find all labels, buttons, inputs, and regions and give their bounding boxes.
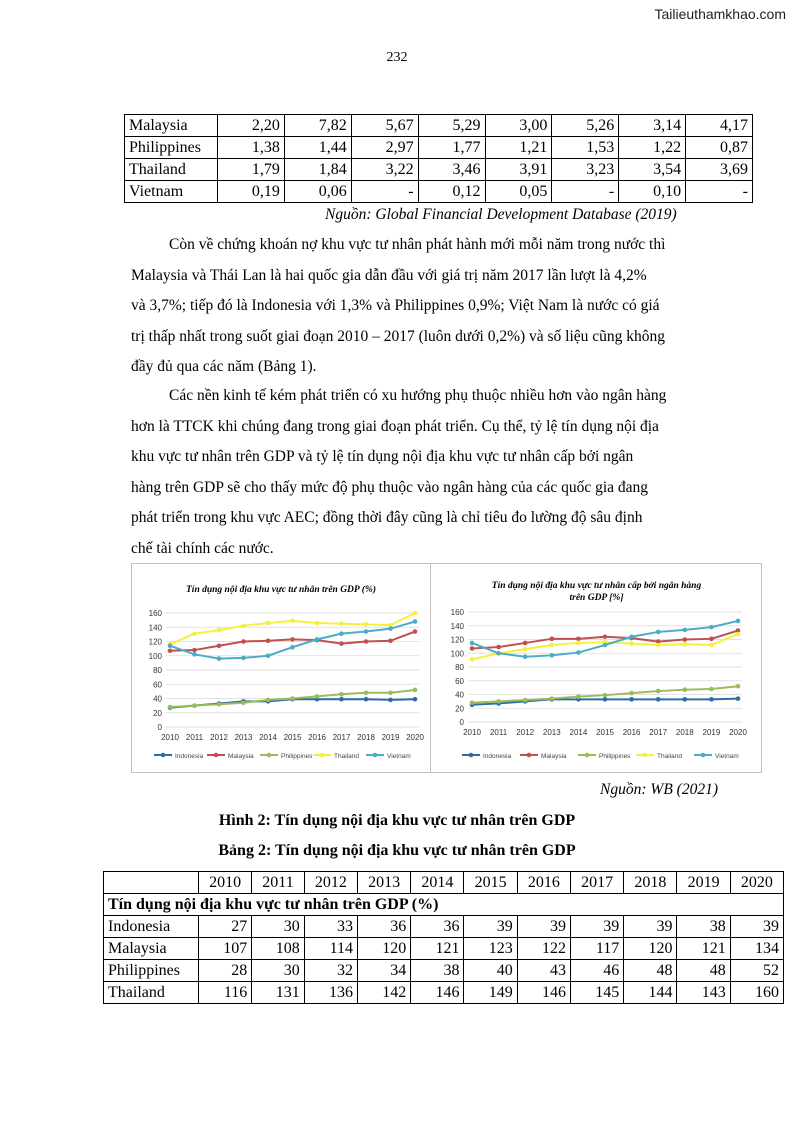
data-point: [217, 643, 222, 648]
data-point: [709, 687, 714, 692]
data-point: [709, 643, 714, 648]
year-header: 2018: [624, 872, 677, 894]
legend-label: Thailand: [657, 753, 682, 760]
legend-marker: [373, 753, 378, 758]
table-row: [125, 181, 753, 203]
legend-marker: [214, 753, 219, 758]
table-cell: 36: [357, 916, 410, 938]
x-tick-label: 2011: [489, 728, 508, 737]
data-point: [217, 628, 222, 633]
x-tick-label: 2010: [463, 728, 481, 737]
data-point: [736, 619, 741, 624]
y-tick-label: 0: [459, 718, 464, 727]
table-cell: 107: [199, 938, 252, 960]
section-title: Tín dụng nội địa khu vực tư nhân trên GDP (%): [104, 894, 784, 916]
data-point: [266, 638, 271, 643]
table-cell: 131: [252, 982, 304, 1004]
year-header: 2016: [517, 872, 570, 894]
data-point: [629, 691, 634, 696]
data-point: [736, 696, 741, 701]
x-tick-label: 2014: [569, 728, 588, 737]
table-cell: 0,05: [485, 181, 552, 203]
table-cell: 146: [517, 982, 570, 1004]
data-point: [629, 641, 634, 646]
y-tick-label: 40: [455, 690, 464, 700]
table-cell: 0,06: [284, 181, 351, 203]
table-cell: 142: [357, 982, 410, 1004]
data-point: [656, 689, 661, 694]
year-header: 2012: [304, 872, 357, 894]
y-tick-label: 160: [450, 608, 464, 617]
x-tick-label: 2012: [516, 728, 535, 737]
table-cell: 1,22: [619, 137, 686, 159]
data-point: [315, 637, 320, 642]
data-point: [523, 641, 528, 646]
x-tick-label: 2011: [185, 733, 204, 742]
table-cell: 32: [304, 960, 357, 982]
table-cell: 3,91: [485, 159, 552, 181]
country-name: Philippines: [125, 137, 218, 159]
table-row: [104, 960, 784, 982]
x-tick-label: 2018: [357, 733, 375, 742]
table-1-source: Nguồn: Global Financial Development Database (2019): [325, 206, 677, 223]
year-header: 2017: [570, 872, 623, 894]
table-cell: 121: [411, 938, 464, 960]
data-point: [709, 625, 714, 630]
table-cell: 1,79: [218, 159, 285, 181]
data-point: [576, 641, 581, 646]
chart-right-title: [432, 580, 761, 604]
data-point: [683, 637, 688, 642]
data-point: [603, 643, 608, 648]
table-cell: 0,19: [218, 181, 285, 203]
data-point: [550, 696, 555, 701]
data-point: [168, 648, 173, 653]
text-line: hàng trên GDP sẽ cho thấy mức độ phụ thuộc vào ngân hàng của các quốc gia đang: [131, 478, 649, 496]
legend-marker: [701, 753, 706, 758]
data-point: [576, 694, 581, 699]
data-point: [470, 646, 475, 651]
table-cell: 117: [570, 938, 623, 960]
data-point: [168, 705, 173, 710]
y-tick-label: 80: [153, 666, 162, 675]
figure-source: Nguồn: WB (2021): [600, 781, 718, 798]
table-cell: 136: [304, 982, 357, 1004]
y-tick-label: 140: [148, 623, 162, 633]
table-cell: 4,17: [686, 115, 753, 137]
data-point: [339, 621, 344, 626]
table-cell: 39: [730, 916, 783, 938]
table-cell: 2,20: [218, 115, 285, 137]
legend-label: Vietnam: [715, 753, 739, 760]
data-point: [192, 631, 197, 636]
text-line: Các nền kinh tế kém phát triển có xu hướng phụ thuộc nhiều hơn vào ngân hàng: [169, 387, 667, 404]
data-point: [629, 634, 634, 639]
table-cell: 1,84: [284, 159, 351, 181]
x-tick-label: 2015: [596, 728, 614, 737]
data-point: [470, 641, 475, 646]
data-point: [290, 696, 295, 701]
data-point: [168, 643, 173, 648]
paragraph-1: [131, 230, 719, 383]
table-row: [125, 137, 753, 159]
x-tick-label: 2020: [406, 733, 424, 742]
data-point: [523, 647, 528, 652]
legend-label: Malaysia: [228, 753, 254, 760]
country-name: Philippines: [104, 960, 199, 982]
paragraph-2: [131, 381, 719, 564]
x-tick-label: 2019: [381, 733, 400, 742]
text-line: đầy đủ qua các năm (Bảng 1).: [131, 358, 317, 375]
table-cell: 2,97: [351, 137, 418, 159]
country-name: Vietnam: [125, 181, 218, 203]
data-point: [413, 697, 418, 702]
data-point: [413, 611, 418, 616]
table-row: [104, 916, 784, 938]
table-cell: 0,10: [619, 181, 686, 203]
data-point: [364, 639, 369, 644]
table-cell: 1,53: [552, 137, 619, 159]
y-tick-label: 20: [455, 704, 464, 714]
y-tick-label: 20: [153, 708, 162, 718]
legend-label: Philippines: [281, 753, 313, 760]
page-number: 232: [386, 50, 408, 65]
country-name: Thailand: [125, 159, 218, 181]
data-point: [496, 699, 501, 704]
table-cell: 122: [517, 938, 570, 960]
data-point: [192, 703, 197, 708]
data-point: [217, 702, 222, 707]
legend-label: Thailand: [334, 753, 359, 760]
chart-left-panel: [132, 564, 431, 772]
data-point: [217, 656, 222, 661]
data-point: [364, 622, 369, 627]
year-header: 2010: [199, 872, 252, 894]
data-point: [339, 641, 344, 646]
data-point: [413, 688, 418, 693]
y-tick-label: 120: [148, 637, 162, 647]
table-cell: 33: [304, 916, 357, 938]
table-cell: 38: [411, 960, 464, 982]
y-tick-label: 0: [157, 723, 162, 732]
legend-label: Philippines: [599, 753, 631, 760]
data-point: [413, 619, 418, 624]
data-point: [339, 631, 344, 636]
text-line: hơn là TTCK khi chúng đang trong giai đoạn phát triển. Cụ thể, tỷ lệ tín dụng nội địa: [131, 417, 659, 435]
table-cell: 3,46: [418, 159, 485, 181]
data-point: [683, 697, 688, 702]
data-point: [339, 697, 344, 702]
table-cell: 43: [517, 960, 570, 982]
data-point: [290, 637, 295, 642]
x-tick-label: 2013: [542, 728, 561, 737]
year-header: 2014: [411, 872, 464, 894]
data-point: [266, 698, 271, 703]
legend-label: Malaysia: [541, 753, 567, 760]
table-cell: 144: [624, 982, 677, 1004]
y-tick-label: 160: [148, 609, 162, 618]
data-point: [496, 645, 501, 650]
data-point: [364, 629, 369, 634]
data-point: [315, 621, 320, 626]
table-cell: 7,82: [284, 115, 351, 137]
table-cell: 0,12: [418, 181, 485, 203]
data-point: [736, 632, 741, 637]
data-point: [315, 694, 320, 699]
table-cell: 0,87: [686, 137, 753, 159]
y-tick-label: 100: [148, 651, 162, 661]
data-point: [388, 698, 393, 703]
data-point: [388, 691, 393, 696]
data-point: [266, 653, 271, 658]
table-cell: 149: [464, 982, 517, 1004]
table-cell: 123: [464, 938, 517, 960]
x-tick-label: 2010: [161, 733, 179, 742]
data-point: [241, 639, 246, 644]
y-tick-label: 60: [455, 676, 464, 686]
header-row: [104, 872, 784, 894]
table-cell: 146: [411, 982, 464, 1004]
table-2: [103, 871, 784, 1004]
data-point: [192, 652, 197, 657]
table-cell: 1,38: [218, 137, 285, 159]
data-point: [523, 698, 528, 703]
legend-label: Vietnam: [387, 753, 411, 760]
table-cell: 30: [252, 916, 304, 938]
data-point: [241, 656, 246, 661]
x-tick-label: 2016: [308, 733, 326, 742]
corner-cell: [104, 872, 199, 894]
table-cell: 120: [357, 938, 410, 960]
legend-marker: [585, 753, 590, 758]
legend-marker: [527, 753, 532, 758]
table-cell: 5,29: [418, 115, 485, 137]
legend-marker: [469, 753, 474, 758]
x-tick-label: 2020: [729, 728, 747, 737]
data-point: [290, 645, 295, 650]
x-tick-label: 2018: [675, 728, 694, 737]
table-cell: 36: [411, 916, 464, 938]
data-point: [550, 653, 555, 658]
data-point: [364, 691, 369, 696]
table-cell: 3,00: [485, 115, 552, 137]
y-tick-label: 40: [153, 694, 162, 704]
table-cell: 108: [252, 938, 304, 960]
data-point: [550, 637, 555, 642]
text-line: và 3,7%; tiếp đó là Indonesia với 1,3% và Philippines 0,9%; Việt Nam là nước có giá: [131, 297, 660, 314]
table-cell: 5,26: [552, 115, 619, 137]
table-cell: 1,21: [485, 137, 552, 159]
table-row: [125, 115, 753, 137]
data-point: [656, 643, 661, 648]
x-tick-label: 2013: [234, 733, 253, 742]
text-line: phát triển trong khu vực AEC; đồng thời đây cũng là chỉ tiêu đo lường độ sâu định: [131, 509, 643, 526]
x-tick-label: 2014: [259, 733, 277, 742]
data-point: [603, 693, 608, 698]
legend-marker: [643, 753, 648, 758]
legend-label: Indonesia: [483, 753, 512, 760]
table-cell: 27: [199, 916, 252, 938]
chart-right-title-line-1: Tín dụng nội địa khu vực tư nhân cấp bởi ngân hàng: [491, 581, 702, 591]
text-line: Còn về chứng khoán nợ khu vực tư nhân phát hành mới mỗi năm trong nước thì: [169, 236, 666, 253]
table-cell: -: [686, 181, 753, 203]
table-cell: 40: [464, 960, 517, 982]
y-tick-label: 60: [153, 680, 162, 690]
table-cell: 39: [570, 916, 623, 938]
data-point: [523, 654, 528, 659]
table-cell: 114: [304, 938, 357, 960]
table-cell: 3,54: [619, 159, 686, 181]
table-cell: 160: [730, 982, 783, 1004]
table-cell: 3,69: [686, 159, 753, 181]
table-cell: 120: [624, 938, 677, 960]
table-cell: 121: [677, 938, 730, 960]
data-point: [683, 628, 688, 633]
watermark: Tailieuthamkhao.com: [654, 6, 786, 22]
legend-marker: [161, 753, 166, 758]
table-cell: 48: [624, 960, 677, 982]
data-point: [241, 624, 246, 629]
table-cell: 143: [677, 982, 730, 1004]
x-tick-label: 2016: [622, 728, 641, 737]
section-row: [104, 894, 784, 916]
table-row: [104, 938, 784, 960]
data-point: [603, 697, 608, 702]
table-cell: 39: [517, 916, 570, 938]
text-line: trị thấp nhất trong suốt giai đoạn 2010 – 2017 (luôn dưới 0,2%) và số liệu cũng không: [131, 327, 666, 345]
data-point: [496, 651, 501, 656]
legend-label: Indonesia: [175, 753, 204, 760]
year-header: 2019: [677, 872, 730, 894]
chart-left-title: Tín dụng nội địa khu vực tư nhân trên GDP (%): [186, 585, 376, 595]
table-cell: 48: [677, 960, 730, 982]
country-name: Malaysia: [125, 115, 218, 137]
table-1-continued: [124, 114, 753, 203]
table-cell: 1,77: [418, 137, 485, 159]
data-point: [629, 697, 634, 702]
y-tick-label: 140: [450, 621, 464, 631]
data-point: [683, 687, 688, 692]
legend-marker: [320, 753, 325, 758]
figure-caption: Hình 2: Tín dụng nội địa khu vực tư nhân trên GDP: [218, 812, 576, 829]
figure-2-charts: [131, 563, 762, 773]
data-point: [709, 697, 714, 702]
chart-right-panel: [432, 564, 761, 772]
data-point: [192, 648, 197, 653]
table-cell: 3,22: [351, 159, 418, 181]
x-tick-label: 2012: [210, 733, 228, 742]
table-cell: 39: [464, 916, 517, 938]
table-cell: 46: [570, 960, 623, 982]
data-point: [656, 630, 661, 635]
year-header: 2020: [730, 872, 783, 894]
table-cell: 134: [730, 938, 783, 960]
table-cell: -: [351, 181, 418, 203]
country-name: Thailand: [104, 982, 199, 1004]
x-tick-label: 2015: [283, 733, 302, 742]
data-point: [576, 637, 581, 642]
table-cell: 34: [357, 960, 410, 982]
data-point: [656, 697, 661, 702]
y-tick-label: 100: [450, 649, 464, 659]
table-row: [125, 159, 753, 181]
x-tick-label: 2017: [649, 728, 668, 737]
table-cell: 38: [677, 916, 730, 938]
country-name: Malaysia: [104, 938, 199, 960]
data-point: [550, 643, 555, 648]
data-point: [266, 621, 271, 626]
data-point: [290, 619, 295, 624]
table-cell: 28: [199, 960, 252, 982]
year-header: 2015: [464, 872, 517, 894]
text-line: khu vực tư nhân trên GDP và tỷ lệ tín dụng nội địa khu vực tư nhân cấp bởi ngân: [131, 448, 634, 465]
y-tick-label: 80: [455, 663, 464, 672]
data-point: [709, 637, 714, 642]
data-point: [470, 657, 475, 662]
table-cell: 145: [570, 982, 623, 1004]
table-cell: -: [552, 181, 619, 203]
data-point: [339, 692, 344, 697]
year-header: 2013: [357, 872, 410, 894]
table-2-caption: Bảng 2: Tín dụng nội địa khu vực tư nhân trên GDP: [218, 842, 576, 859]
data-point: [388, 626, 393, 631]
data-point: [576, 650, 581, 655]
year-header: 2011: [252, 872, 304, 894]
data-point: [736, 684, 741, 689]
country-name: Indonesia: [104, 916, 199, 938]
data-point: [683, 642, 688, 647]
data-point: [364, 697, 369, 702]
data-point: [603, 634, 608, 639]
table-cell: 1,44: [284, 137, 351, 159]
table-cell: 39: [624, 916, 677, 938]
table-cell: 5,67: [351, 115, 418, 137]
table-cell: 116: [199, 982, 252, 1004]
table-cell: 30: [252, 960, 304, 982]
legend-marker: [267, 753, 272, 758]
table-cell: 3,14: [619, 115, 686, 137]
table-row: [104, 982, 784, 1004]
y-tick-label: 120: [450, 635, 464, 645]
data-point: [388, 638, 393, 643]
x-tick-label: 2017: [332, 733, 351, 742]
data-point: [413, 629, 418, 634]
table-cell: 52: [730, 960, 783, 982]
data-point: [241, 700, 246, 705]
chart-right-title-line-2: trên GDP [%]: [569, 593, 624, 603]
x-tick-label: 2019: [702, 728, 721, 737]
text-line: Malaysia và Thái Lan là hai quốc gia dẫn đầu với giá trị năm 2017 lần lượt là 4,2%: [131, 266, 647, 284]
data-point: [470, 700, 475, 705]
text-line: chế tài chính các nước.: [131, 539, 274, 557]
table-cell: 3,23: [552, 159, 619, 181]
